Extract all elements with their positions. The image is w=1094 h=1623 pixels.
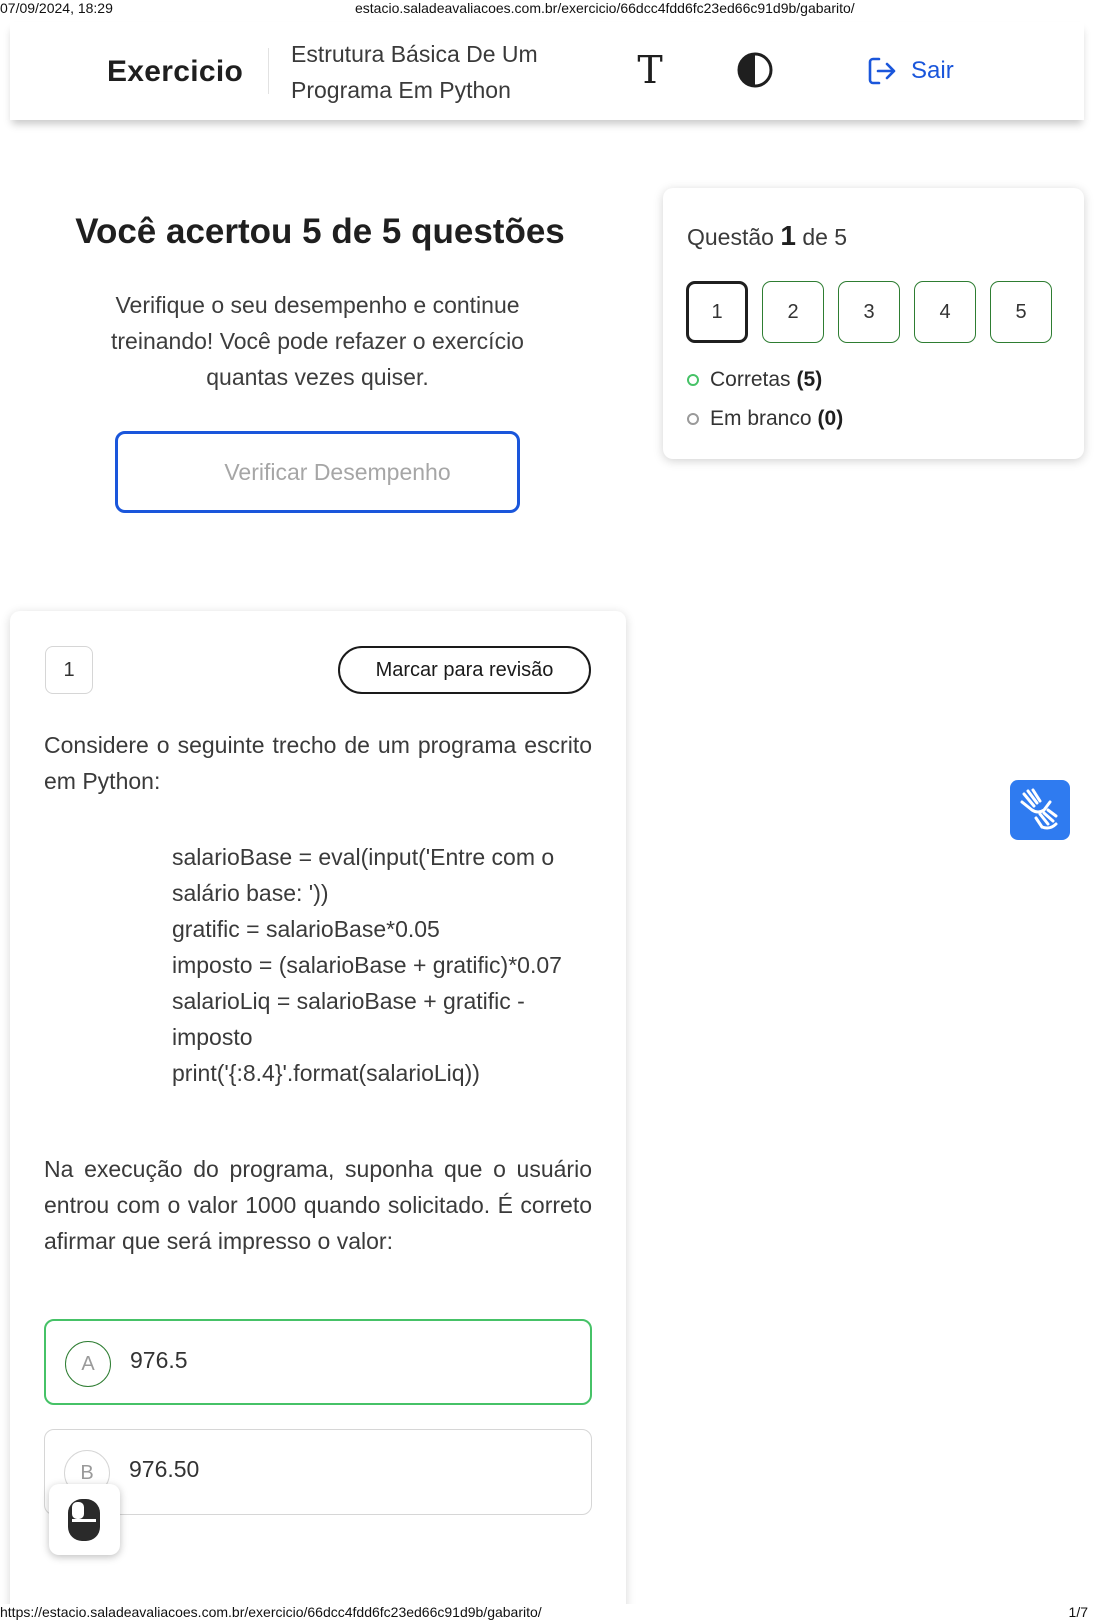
- page-number: 1/7: [1068, 1604, 1088, 1620]
- print-url: estacio.saladeavaliacoes.com.br/exercicio/66dcc4fdd6fc23ed66c91d9b/gabarito/: [355, 0, 855, 16]
- option-value: 976.5: [130, 1347, 188, 1373]
- question-statement: Na execução do programa, suponha que o usuário entrou com o valor 1000 quando solicitado. É correto afirmar que será impresso o valor:: [44, 1156, 592, 1254]
- question-card: [10, 611, 626, 1623]
- exercise-title: Estrutura Básica De Um Programa Em Python: [291, 41, 538, 103]
- result-subtitle: Verifique o seu desempenho e continue treinando! Você pode refazer o exercício quantas vezes quiser.: [111, 292, 524, 390]
- legend-blank: Em branco (0): [687, 407, 843, 431]
- print-footer-url: https://estacio.saladeavaliacoes.com.br/exercicio/66dcc4fdd6fc23ed66c91d9b/gabarito/: [0, 1604, 542, 1620]
- code-line: gratific = salarioBase*0.05: [172, 916, 440, 942]
- libras-hands-icon: [1010, 780, 1070, 840]
- question-button-4[interactable]: 4: [914, 281, 976, 343]
- code-line: salarioLiq = salarioBase + gratific - imposto: [172, 988, 525, 1050]
- legend-correct: Corretas (5): [687, 368, 822, 392]
- question-button-5[interactable]: 5: [990, 281, 1052, 343]
- print-footer: [0, 1604, 1094, 1623]
- question-counter: Questão 1 de 5: [687, 220, 848, 251]
- logout-label: Sair: [911, 57, 954, 84]
- print-datetime: 07/09/2024, 18:29: [0, 0, 113, 16]
- code-line: salarioBase = eval(input('Entre com o salário base: ')): [172, 844, 555, 906]
- contrast-icon[interactable]: [736, 51, 774, 89]
- option-b[interactable]: [44, 1429, 592, 1515]
- question-button-3[interactable]: 3: [838, 281, 900, 343]
- code-block: [172, 839, 592, 1091]
- top-navbar: [10, 22, 1084, 120]
- libras-accessibility-button[interactable]: [1010, 780, 1070, 840]
- option-letter: A: [65, 1341, 111, 1387]
- logout-icon: [865, 54, 899, 88]
- print-header: [0, 0, 1094, 20]
- font-size-icon[interactable]: T: [637, 48, 663, 92]
- option-letter: B: [64, 1450, 110, 1496]
- code-line: print('{:8.4}'.format(salarioLiq)): [172, 1060, 480, 1086]
- option-value: 976.50: [129, 1456, 200, 1482]
- blank-dot-icon: [687, 413, 699, 425]
- verify-performance-button[interactable]: Verificar Desempenho: [115, 431, 520, 513]
- mark-for-review-button[interactable]: Marcar para revisão: [338, 646, 591, 694]
- code-line: imposto = (salarioBase + gratific)*0.07: [172, 952, 562, 978]
- navbar-divider: [268, 48, 269, 94]
- mouse-navigation-button[interactable]: [49, 1484, 120, 1555]
- option-a[interactable]: [44, 1319, 592, 1405]
- question-button-1[interactable]: 1: [686, 281, 748, 343]
- question-number-badge: 1: [45, 646, 93, 694]
- question-button-2[interactable]: 2: [762, 281, 824, 343]
- brand-title: Exercicio: [107, 55, 244, 88]
- current-question-number: 1: [780, 220, 796, 251]
- result-title: Você acertou 5 de 5 questões: [75, 212, 565, 251]
- correct-dot-icon: [687, 374, 699, 386]
- mouse-icon: [66, 1497, 102, 1543]
- logout-button[interactable]: [865, 52, 954, 90]
- question-intro: Considere o seguinte trecho de um programa escrito em Python:: [44, 732, 592, 794]
- question-navigator: [663, 188, 1084, 459]
